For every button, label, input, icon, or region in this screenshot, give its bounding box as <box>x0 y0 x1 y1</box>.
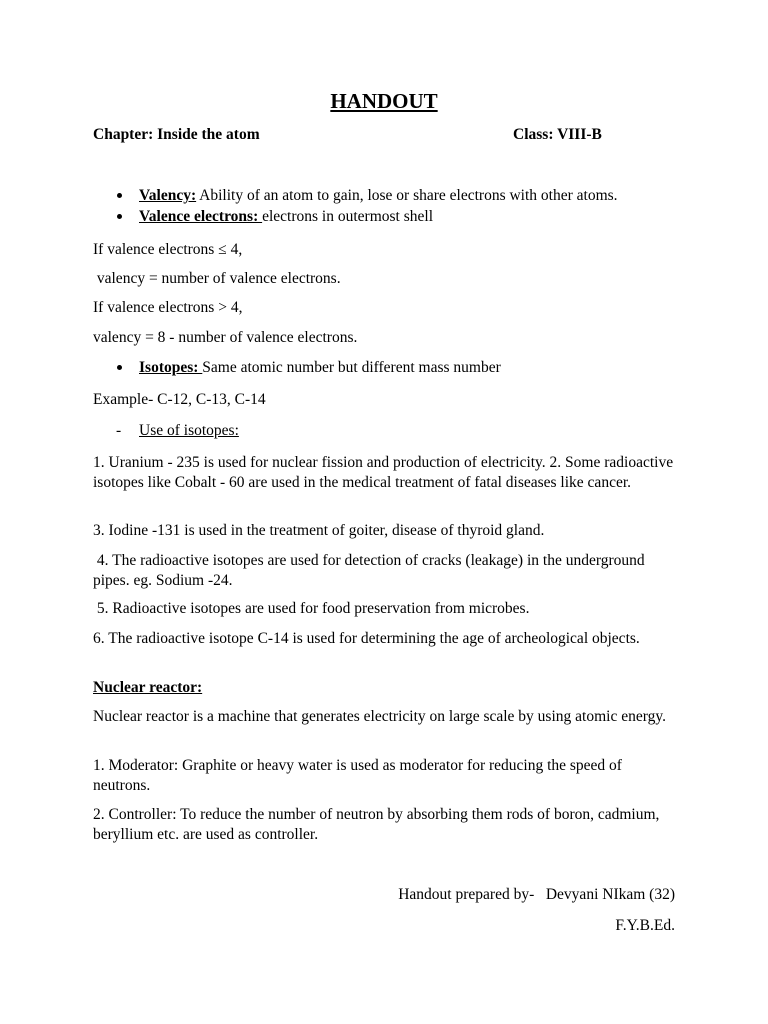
bullet-term: Isotopes: <box>139 359 203 376</box>
example-line: Example- C-12, C-13, C-14 <box>93 391 266 408</box>
rule-line: valency = 8 - number of valence electrons. <box>93 329 358 346</box>
reactor-point-moderator: 1. Moderator: Graphite or heavy water is used as moderator for reducing the speed of neutrons. <box>93 757 622 794</box>
reactor-point-controller: 2. Controller: To reduce the number of neutron by absorbing them rods of boron, cadmium, beryllium etc. are used as controller. <box>93 806 660 843</box>
degree-label: F.Y.B.Ed. <box>615 917 675 934</box>
reactor-heading: Nuclear reactor: <box>93 679 203 696</box>
prepared-by: Handout prepared by- Devyani NIkam (32) <box>398 886 675 903</box>
page-title: HANDOUT <box>330 89 438 113</box>
reactor-intro: Nuclear reactor is a machine that generates electricity on large scale by using atomic energy. <box>93 708 666 725</box>
bullet-valence-electrons <box>139 207 433 227</box>
rule-line: If valence electrons ≤ 4, <box>93 241 243 258</box>
use-paragraph-4: 4. The radioactive isotopes are used for detection of cracks (leakage) in the underground pipes. eg. Sodium -24. <box>93 552 649 589</box>
rule-line: If valence electrons > 4, <box>93 299 243 316</box>
bullet-text: Same atomic number but different mass number <box>202 359 501 376</box>
bullet-term: Valence electrons: <box>139 208 263 225</box>
use-paragraph-5: 5. Radioactive isotopes are used for food preservation from microbes. <box>93 600 530 617</box>
rule-line: valency = number of valence electrons. <box>93 270 341 287</box>
chapter-label: Chapter: Inside the atom <box>93 126 260 143</box>
bullet-text: electrons in outermost shell <box>262 208 434 225</box>
use-paragraph-3: 3. Iodine -131 is used in the treatment of goiter, disease of thyroid gland. <box>93 522 545 539</box>
bullet-term: Valency: <box>139 187 197 204</box>
class-label: Class: VIII-B <box>513 126 602 143</box>
use-paragraph-6: 6. The radioactive isotope C-14 is used for determining the age of archeological objects. <box>93 630 640 647</box>
bullet-isotopes <box>139 358 501 378</box>
bullet-text: Ability of an atom to gain, lose or share electrons with other atoms. <box>196 187 618 204</box>
dash-marker: - <box>116 422 122 439</box>
uses-heading: Use of isotopes: <box>139 422 239 439</box>
bullet-valency <box>139 186 618 206</box>
use-paragraph-1: 1. Uranium - 235 is used for nuclear fission and production of electricity. 2. Some radioactive isotopes like Cobalt - 60 are used in the medical treatment of fatal diseases like cancer. <box>93 454 674 491</box>
